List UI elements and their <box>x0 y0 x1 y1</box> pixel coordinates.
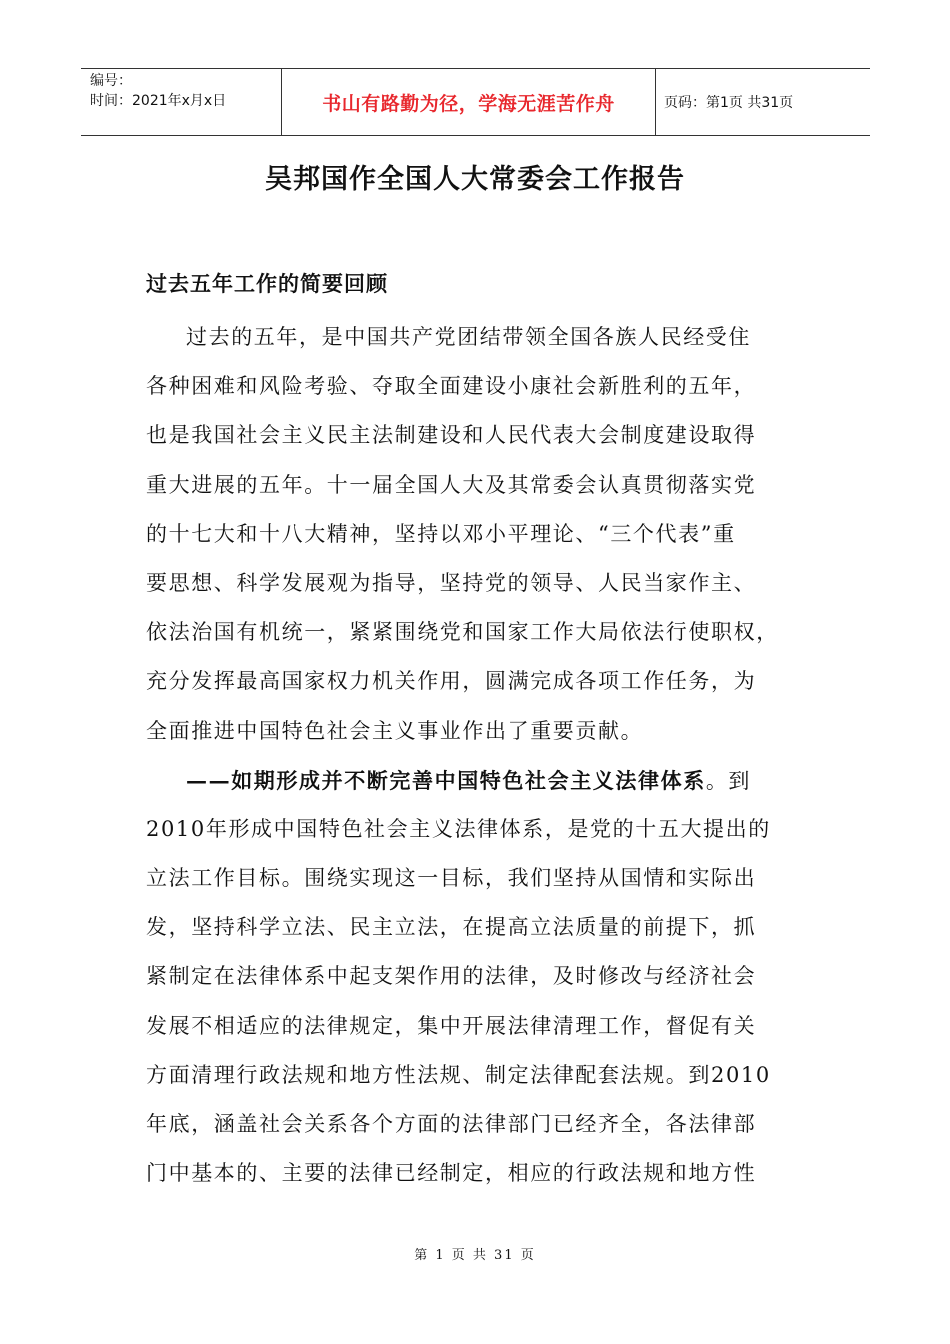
page-info: 页码：第1页 共31页 <box>664 95 794 111</box>
section-heading: 过去五年工作的简要回顾 <box>146 271 388 296</box>
text-line: 全面推进中国特色社会主义事业作出了重要贡献。 <box>146 718 644 743</box>
text-line: 充分发挥最高国家权力机关作用，圆满完成各项工作任务，为 <box>146 669 757 694</box>
body-text <box>146 313 826 1198</box>
text-line: 也是我国社会主义民主法制建设和人民代表大会制度建设取得 <box>146 423 757 448</box>
bold-lead-tail: 。到 <box>705 768 752 793</box>
text-line: 年底，涵盖社会关系各个方面的法律部门已经齐全，各法律部 <box>146 1112 757 1136</box>
time-label: 时间：2021年x月x日 <box>90 93 227 109</box>
text-line: 方面清理行政法规和地方性法规、制定法律配套法规。到2010 <box>146 1062 771 1087</box>
text-line: 2010年形成中国特色社会主义法律体系，是党的十五大提出的 <box>146 816 771 841</box>
page-footer: 第 1 页 共 31 页 <box>414 1248 536 1263</box>
text-line: 立法工作目标。围绕实现这一目标，我们坚持从国情和实际出 <box>146 866 757 891</box>
header-motto: 书山有路勤为径，学海无涯苦作舟 <box>282 69 656 135</box>
header-meta <box>81 69 282 135</box>
text-line: 依法治国有机统一，紧紧围绕党和国家工作大局依法行使职权， <box>146 620 779 645</box>
bold-lead: ——如期形成并不断完善中国特色社会主义法律体系 <box>186 767 706 793</box>
header-table <box>81 68 870 136</box>
text-line: 发展不相适应的法律规定，集中开展法律清理工作，督促有关 <box>146 1013 757 1038</box>
number-label: 编号： <box>90 73 132 89</box>
text-line: 要思想、科学发展观为指导，坚持党的领导、人民当家作主、 <box>146 570 757 595</box>
document-title: 吴邦国作全国人大常委会工作报告 <box>265 164 685 195</box>
text-line: 发，坚持科学立法、民主立法，在提高立法质量的前提下，抓 <box>146 915 757 940</box>
text-line: 各种困难和风险考验、夺取全面建设小康社会新胜利的五年， <box>146 374 757 399</box>
text-line: 紧制定在法律体系中起支架作用的法律，及时修改与经济社会 <box>146 964 757 989</box>
text-line: 门中基本的、主要的法律已经制定，相应的行政法规和地方性 <box>146 1161 757 1186</box>
text-line: 过去的五年，是中国共产党团结带领全国各族人民经受住 <box>186 325 751 349</box>
text-line: 的十七大和十八大精神，坚持以邓小平理论、“三个代表”重 <box>146 521 736 546</box>
text-line: 重大进展的五年。十一届全国人大及其常委会认真贯彻落实党 <box>146 472 757 497</box>
bold-lead-line <box>146 756 826 805</box>
